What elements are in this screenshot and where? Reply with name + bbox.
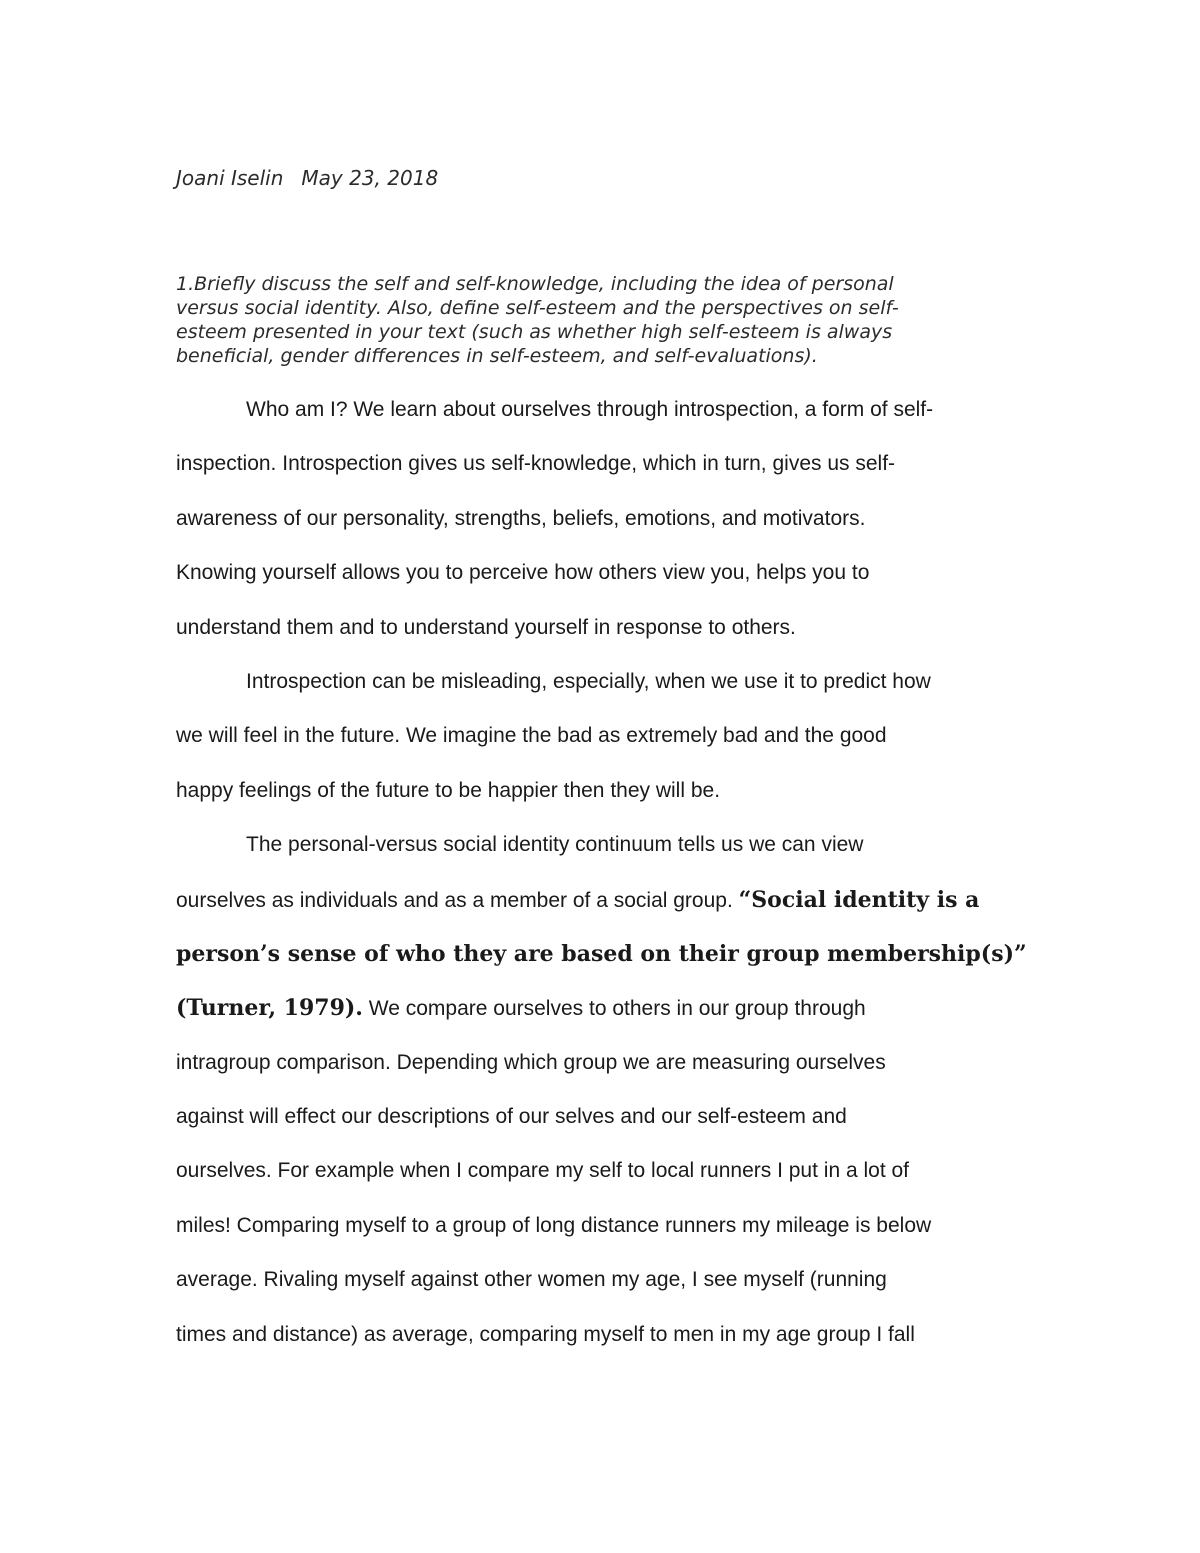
paragraph-line	[176, 988, 1026, 1042]
document-header	[176, 166, 438, 190]
question-line: beneficial, gender differences in self-esteem, and self-evaluations).	[176, 345, 818, 367]
paragraph-line: miles! Comparing myself to a group of long distance runners my mileage is below	[176, 1213, 932, 1237]
paragraph-line: The personal-versus social identity continuum tells us we can view	[246, 833, 864, 857]
paragraph-line: we will feel in the future. We imagine the bad as extremely bad and the good	[176, 724, 887, 748]
citation-quote: person’s sense of who they are based on their group membership(s)”	[176, 940, 1027, 967]
paragraph-line: Introspection can be misleading, especially, when we use it to predict how	[246, 669, 931, 693]
paragraph-line: inspection. Introspection gives us self-knowledge, which in turn, gives us self-	[176, 452, 896, 476]
paragraph-line	[176, 880, 1026, 934]
paragraph-line: ourselves. For example when I compare my self to local runners I put in a lot of	[176, 1159, 910, 1183]
paragraph-text: We compare ourselves to others in our group through	[362, 997, 866, 1021]
paragraph-line: times and distance) as average, comparing myself to men in my age group I fall	[176, 1322, 915, 1346]
citation-quote: “Social identity is a	[738, 886, 980, 913]
question-line: esteem presented in your text (such as whether high self-esteem is always	[176, 321, 893, 343]
paragraph-line: Who am I? We learn about ourselves through introspection, a form of self-	[246, 398, 934, 421]
citation-reference: (Turner, 1979).	[176, 995, 363, 1022]
paragraph-text: ourselves as individuals and as a member of a social group.	[176, 888, 739, 912]
paragraph-line: against will effect our descriptions of our selves and our self-esteem and	[176, 1105, 847, 1129]
paragraph-line: average. Rivaling myself against other women my age, I see myself (running	[176, 1268, 887, 1292]
question-line: versus social identity. Also, define self-esteem and the perspectives on self-	[176, 297, 899, 319]
paragraph-line: Knowing yourself allows you to perceive how others view you, helps you to	[176, 561, 870, 585]
document-date: May 23, 2018	[301, 166, 439, 190]
paragraph-line: understand them and to understand yourself in response to others.	[176, 615, 796, 639]
essay-question	[176, 272, 976, 368]
paragraph-line: happy feelings of the future to be happier then they will be.	[176, 778, 721, 802]
paragraph-line: awareness of our personality, strengths, beliefs, emotions, and motivators.	[176, 506, 866, 530]
essay-body	[176, 390, 1026, 1369]
author-name: Joani Iselin	[176, 166, 284, 190]
paragraph-line: intragroup comparison. Depending which group we are measuring ourselves	[176, 1050, 886, 1074]
question-line: 1.Briefly discuss the self and self-knowledge, including the idea of personal	[176, 273, 894, 295]
